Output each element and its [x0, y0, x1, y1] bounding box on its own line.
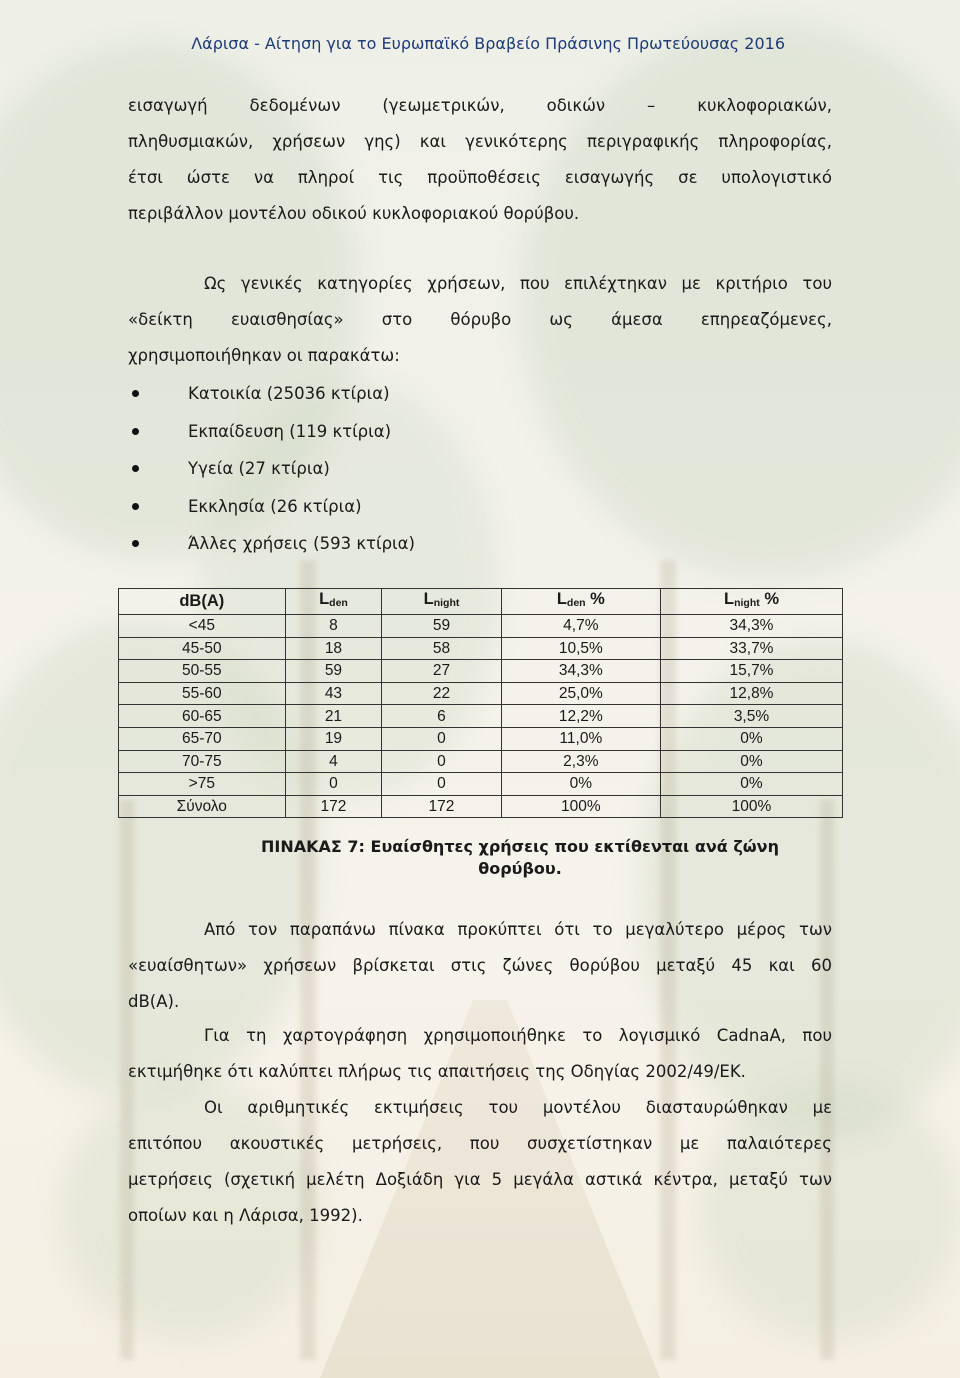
table-cell: 8	[285, 615, 382, 638]
list-item-label: Κατοικία (25036 κτίρια)	[188, 384, 390, 403]
list-item	[128, 450, 415, 488]
list-item	[128, 375, 415, 413]
table-cell: 0%	[501, 773, 660, 796]
paragraph-line: «δείκτη ευαισθησίας» στο θόρυβο ως άμεσα επηρεαζόμενες,	[128, 310, 832, 329]
paragraph-line: Για τη χαρτογράφηση χρησιμοποιήθηκε το λογισμικό CadnaA, που	[204, 1026, 832, 1045]
table-row	[119, 705, 843, 728]
table-cell: 0%	[660, 773, 842, 796]
table-cell: 60-65	[119, 705, 286, 728]
result-paragraph	[128, 912, 832, 1020]
categories-paragraph	[128, 266, 832, 374]
column-header-lden-percent: $L_{den}$ %	[501, 589, 660, 615]
bullet-icon	[132, 503, 139, 510]
table-cell: 172	[382, 795, 501, 818]
caption-line: θορύβου.	[478, 859, 562, 878]
table-cell: 4,7%	[501, 615, 660, 638]
table-cell: 100%	[501, 795, 660, 818]
list-item-label: Εκπαίδευση (119 κτίρια)	[188, 421, 392, 441]
table-cell: 59	[285, 660, 382, 683]
caption-line: ΠΙΝΑΚΑΣ 7: Ευαίσθητες χρήσεις που εκτίθενται ανά ζώνη	[261, 837, 779, 856]
list-item-label: Άλλες χρήσεις (593 κτίρια)	[188, 534, 415, 553]
table-cell: 45-50	[119, 637, 286, 660]
table-cell: 27	[382, 660, 501, 683]
table-row	[119, 773, 843, 796]
bullet-icon	[132, 540, 139, 547]
paragraph-line: «ευαίσθητων» χρήσεων βρίσκεται στις ζώνες θορύβου μεταξύ 45 και 60	[128, 956, 832, 975]
table-cell: 12,2%	[501, 705, 660, 728]
table-caption	[235, 836, 805, 880]
table-cell: 0	[382, 750, 501, 773]
table-cell: 18	[285, 637, 382, 660]
table-cell: 15,7%	[660, 660, 842, 683]
table-row	[119, 660, 843, 683]
table-cell: 0	[285, 773, 382, 796]
table-cell: 55-60	[119, 682, 286, 705]
page-header-title: Λάρισα - Αίτηση για το Ευρωπαϊκό Βραβείο Πράσινης Πρωτεύουσας 2016	[191, 34, 785, 53]
table-cell: Σύνολο	[119, 795, 286, 818]
paragraph-line: Οι αριθμητικές εκτιμήσεις του μοντέλου διασταυρώθηκαν με	[204, 1098, 832, 1117]
table-body	[119, 615, 843, 818]
table-cell: 70-75	[119, 750, 286, 773]
table-cell: 0%	[660, 750, 842, 773]
table-row	[119, 750, 843, 773]
list-item	[128, 488, 415, 526]
table-cell: 22	[382, 682, 501, 705]
table-cell: 65-70	[119, 727, 286, 750]
bullet-icon	[132, 465, 139, 472]
table-cell: 59	[382, 615, 501, 638]
column-header-lnight-percent: $L_{night}$ %	[660, 589, 842, 615]
paragraph-line: Από τον παραπάνω πίνακα προκύπτει ότι το μεγαλύτερο μέρος των	[204, 920, 832, 939]
table-cell: 12,8%	[660, 682, 842, 705]
table-row	[119, 795, 843, 818]
table-row	[119, 637, 843, 660]
table-cell: 100%	[660, 795, 842, 818]
table-cell: 58	[382, 637, 501, 660]
paragraph-line: πληθυσμιακών, χρήσεων γης) και γενικότερης περιγραφικής πληροφορίας,	[128, 132, 832, 151]
list-item	[128, 413, 415, 451]
table-cell: 0%	[660, 727, 842, 750]
paragraph-line: Ως γενικές κατηγορίες χρήσεων, που επιλέχτηκαν με κριτήριο του	[204, 274, 832, 293]
table-row	[119, 615, 843, 638]
table-cell: >75	[119, 773, 286, 796]
table-cell: 0	[382, 773, 501, 796]
column-header-lden: $L_{den}$	[285, 589, 382, 615]
table-cell: 11,0%	[501, 727, 660, 750]
table-cell: 25,0%	[501, 682, 660, 705]
paragraph-line: εκτιμήθηκε ότι καλύπτει πλήρως τις απαιτήσεις της Οδηγίας 2002/49/ΕΚ.	[128, 1062, 746, 1081]
column-header-lnight: $L_{night}$	[382, 589, 501, 615]
list-item-label: Εκκλησία (26 κτίρια)	[188, 496, 362, 516]
table-cell: 34,3%	[660, 615, 842, 638]
column-header-dba: dB(A)	[119, 589, 286, 615]
table-cell: 21	[285, 705, 382, 728]
table-row	[119, 682, 843, 705]
paragraph-line: οποίων και η Λάρισα, 1992).	[128, 1206, 363, 1225]
bullet-icon	[132, 428, 139, 435]
table-header-row	[119, 589, 843, 615]
intro-paragraph	[128, 88, 832, 232]
table-cell: 50-55	[119, 660, 286, 683]
table-cell: 34,3%	[501, 660, 660, 683]
table-row	[119, 727, 843, 750]
table-cell: 4	[285, 750, 382, 773]
table-cell: 0	[382, 727, 501, 750]
bullet-icon	[132, 390, 139, 397]
table-cell: <45	[119, 615, 286, 638]
table-cell: 3,5%	[660, 705, 842, 728]
table-cell: 43	[285, 682, 382, 705]
table-cell: 33,7%	[660, 637, 842, 660]
software-paragraph	[128, 1018, 832, 1090]
paragraph-line: dB(A).	[128, 992, 180, 1011]
validation-paragraph	[128, 1090, 832, 1234]
noise-exposure-table	[118, 588, 843, 818]
paragraph-line: επιτόπου ακουστικές μετρήσεις, που συσχετίστηκαν με παλαιότερες	[128, 1134, 832, 1153]
paragraph-line: μετρήσεις (σχετική μελέτη Δοξιάδη για 5 μεγάλα αστικά κέντρα, μεταξύ των	[128, 1170, 832, 1189]
list-item-label: Υγεία (27 κτίρια)	[188, 459, 330, 478]
land-use-list	[128, 375, 415, 563]
table-cell: 10,5%	[501, 637, 660, 660]
paragraph-line: εισαγωγή δεδομένων (γεωμετρικών, οδικών – κυκλοφοριακών,	[128, 96, 832, 115]
table-cell: 19	[285, 727, 382, 750]
paragraph-line: περιβάλλον μοντέλου οδικού κυκλοφοριακού θορύβου.	[128, 204, 580, 223]
list-item	[128, 525, 415, 563]
paragraph-line: έτσι ώστε να πληροί τις προϋποθέσεις εισαγωγής σε υπολογιστικό	[128, 168, 832, 187]
paragraph-line: χρησιμοποιήθηκαν οι παρακάτω:	[128, 346, 400, 365]
table-cell: 172	[285, 795, 382, 818]
table-cell: 2,3%	[501, 750, 660, 773]
table-cell: 6	[382, 705, 501, 728]
